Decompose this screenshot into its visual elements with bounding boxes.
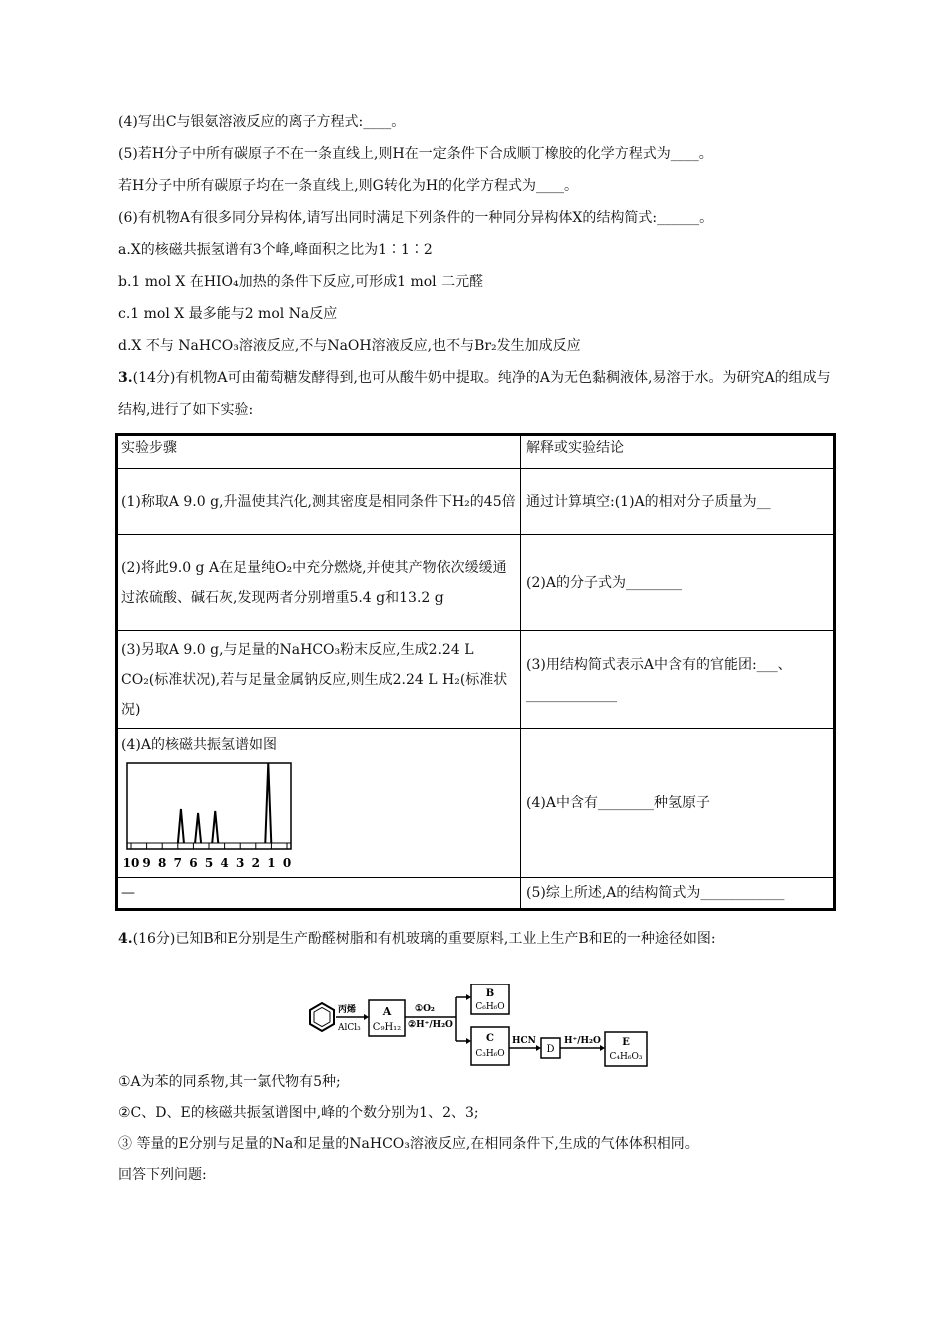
reagent-hcn: HCN [512, 1036, 536, 1046]
reagent-h-h2o: H⁺/H₂O [564, 1036, 601, 1046]
formula-a: C₉H₁₂ [372, 1022, 402, 1033]
note-2: ②C、D、E的核磁共振氢谱图中,峰的个数分别为1、2、3; [118, 1105, 479, 1121]
benzene-ring-icon [310, 1003, 334, 1031]
table-row-3-conclusion: (3)用结构简式表示A中含有的官能团:___、_____________ [521, 631, 835, 729]
nmr-peak [195, 813, 201, 843]
nmr-axis-label: 9 [142, 856, 151, 870]
note-4: 回答下列问题: [118, 1167, 207, 1183]
nmr-axis-label: 0 [282, 856, 292, 870]
question-text-top [118, 112, 838, 438]
label-d: D [546, 1044, 555, 1055]
table-row-1-step: (1)称取A 9.0 g,升温使其汽化,测其密度是相同条件下H₂的45倍 [117, 469, 521, 535]
condition-d: d.X 不与 NaHCO₃溶液反应,不与NaOH溶液反应,也不与Br₂发生加成反应 [118, 338, 581, 354]
formula-c: C₃H₆O [475, 1049, 505, 1059]
label-e: E [622, 1037, 630, 1048]
table-header-conclusion: 解释或实验结论 [521, 435, 835, 469]
note-3: ③ 等量的E分别与足量的Na和足量的NaHCO₃溶液反应,在相同条件下,生成的气体体积相同。 [118, 1136, 699, 1152]
q5-line-1: (5)若H分子中所有碳原子不在一条直线上,则H在一定条件下合成顺丁橡胶的化学方程式为____。 [118, 146, 713, 162]
question-4-number: 4. [118, 931, 133, 947]
question-3-number: 3. [118, 370, 133, 386]
label-c: C [486, 1033, 494, 1044]
question-4 [118, 923, 838, 967]
label-a: A [382, 1005, 392, 1018]
reagent-alcl3: AlCl₃ [338, 1023, 361, 1033]
reagent-propene: 丙烯 [338, 1005, 357, 1015]
question-4-notes [118, 1071, 838, 1195]
nmr-peak [265, 763, 271, 843]
question-3-text: (14分)有机物A可由葡萄糖发酵得到,也可从酸牛奶中提取。纯净的A为无色黏稠液体,易溶于水。为研究A的组成与结构,进行了如下实验: [118, 370, 831, 418]
nmr-axis-label: 1 [267, 856, 276, 870]
question-4-text: (16分)已知B和E分别是生产酚醛树脂和有机玻璃的重要原料,工业上生产B和E的一种途径如图: [132, 931, 716, 947]
formula-e: C₄H₆O₃ [609, 1052, 643, 1062]
nmr-axis-label: 7 [173, 856, 182, 870]
table-row-3-step: (3)另取A 9.0 g,与足量的NaHCO₃粉末反应,生成2.24 L CO₂(标准状况),若与足量金属钠反应,则生成2.24 L H₂(标准状况) [117, 631, 521, 729]
condition-b: b.1 mol X 在HIO₄加热的条件下反应,可形成1 mol 二元醛 [118, 274, 484, 290]
table-row-4-step [117, 729, 521, 878]
formula-b: C₆H₆O [475, 1002, 505, 1012]
nmr-caption: (4)A的核磁共振氢谱如图 [121, 737, 277, 753]
step-hydrolysis: ②H⁺/H₂O [408, 1020, 453, 1030]
label-b: B [485, 988, 495, 999]
condition-c: c.1 mol X 最多能与2 mol Na反应 [118, 306, 338, 322]
nmr-spectrum [121, 757, 517, 877]
table-row-5-conclusion: (5)综上所述,A的结构简式为____________ [521, 878, 835, 910]
step-o2: ①O₂ [415, 1004, 435, 1014]
table-row-4-conclusion: (4)A中含有________种氢原子 [521, 729, 835, 878]
q4-line: (4)写出C与银氨溶液反应的离子方程式:____。 [118, 114, 406, 130]
reaction-scheme [298, 984, 658, 1074]
nmr-axis-label: 6 [189, 856, 198, 870]
nmr-peak [212, 811, 218, 843]
table-row-1-conclusion: 通过计算填空:(1)A的相对分子质量为__ [521, 469, 835, 535]
nmr-spectrum-chart [121, 757, 301, 873]
table-header-steps: 实验步骤 [117, 435, 521, 469]
nmr-axis-label: 10 [122, 856, 140, 870]
q6-line: (6)有机物A有很多同分异构体,请写出同时满足下列条件的一种同分异构体X的结构简式:______。 [118, 210, 714, 226]
table-row-2-step: (2)将此9.0 g A在足量纯O₂中充分燃烧,并使其产物依次缓缓通过浓硫酸、碱石灰,发现两者分别增重5.4 g和13.2 g [117, 535, 521, 631]
condition-a: a.X的核磁共振氢谱有3个峰,峰面积之比为1∶1∶2 [118, 242, 433, 258]
note-1: ①A为苯的同系物,其一氯代物有5种; [118, 1074, 341, 1090]
question-3 [118, 362, 838, 426]
nmr-axis-label: 8 [158, 856, 167, 870]
q5-line-2: 若H分子中所有碳原子均在一条直线上,则G转化为H的化学方程式为____。 [118, 178, 579, 194]
nmr-axis-label: 2 [251, 856, 260, 870]
nmr-peak [178, 809, 184, 843]
nmr-axis-label: 5 [204, 856, 214, 870]
table-row-2-conclusion: (2)A的分子式为________ [521, 535, 835, 631]
experiment-table [115, 433, 836, 911]
table-row-5-step: — [117, 878, 521, 910]
nmr-axis-label: 4 [220, 856, 229, 870]
nmr-axis-label: 3 [236, 856, 245, 870]
